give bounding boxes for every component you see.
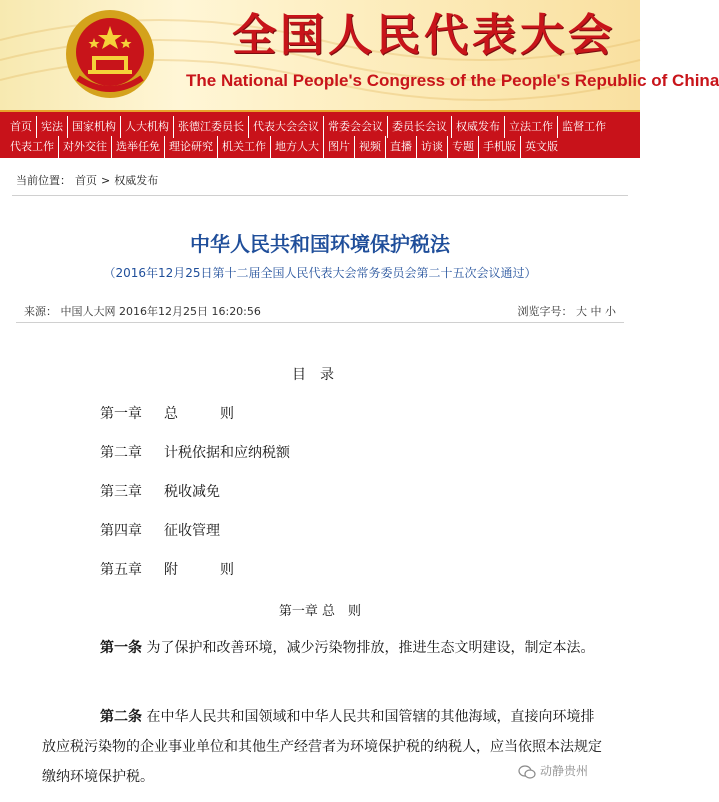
nav-item[interactable]: 直播 [385,136,416,158]
nav-item[interactable]: 选举任免 [111,136,164,158]
nav-item[interactable]: 常委会会议 [323,116,387,138]
national-emblem-icon[interactable] [64,8,156,100]
font-size-small-button[interactable]: 小 [605,305,616,318]
source-info [24,303,261,319]
watermark-text: 动静贵州 [540,764,589,778]
nav-item[interactable]: 视频 [354,136,385,158]
article-label: 第二条 [100,709,142,725]
article-label: 第一条 [100,640,142,656]
toc-chapter: 第二章 [100,445,142,461]
toc-chapter: 第一章 [100,406,142,422]
nav-row-1 [0,116,640,138]
nav-item[interactable]: 监督工作 [557,116,610,138]
nav-item[interactable]: 委员长会议 [387,116,451,138]
site-header [0,0,719,110]
article-text: 在中华人民共和国领域和中华人民共和国管辖的其他海域，直接向环境排放应税污染物的企业事业单位和其他生产经营者为环境保护税的纳税人，应当依照本法规定缴纳环境保护税。 [42,709,602,785]
toc-title: 附 则 [164,562,234,578]
chapter-heading: 第一章 总 则 [278,604,362,619]
nav-item[interactable]: 代表工作 [10,140,54,153]
nav-item[interactable]: 张德江委员长 [173,116,248,138]
document-subtitle: （2016年12月25日第十二届全国人民代表大会常务委员会第二十五次会议通过） [103,266,537,280]
site-title: 全国人民代表大会 [232,10,616,61]
font-size-controls [518,303,617,319]
nav-item[interactable]: 图片 [323,136,354,158]
breadcrumb [16,172,162,188]
toc-title: 计税依据和应纳税额 [164,445,290,461]
watermark [518,762,588,779]
nav-item[interactable]: 手机版 [478,136,520,158]
nav-item[interactable]: 对外交往 [58,136,111,158]
source-label: 来源： [24,305,57,318]
document-title: 中华人民共和国环境保护税法 [190,232,450,256]
nav-item[interactable]: 宪法 [36,116,67,138]
breadcrumb-current[interactable]: 权威发布 [114,174,159,187]
nav-item[interactable]: 立法工作 [504,116,557,138]
source-name: 中国人大网 [60,305,116,318]
nav-item[interactable]: 代表大会会议 [248,116,323,138]
toc-heading: 目录 [292,367,348,383]
toc-chapter: 第四章 [100,523,142,539]
nav-item[interactable]: 人大机构 [120,116,173,138]
toc-chapter: 第三章 [100,484,142,500]
toc-title: 征收管理 [164,523,220,539]
divider [12,195,628,196]
nav-row-2 [0,136,640,158]
font-size-large-button[interactable]: 大 [576,305,587,318]
nav-item[interactable]: 国家机构 [67,116,120,138]
breadcrumb-label: 当前位置： [16,174,71,187]
site-subtitle: The National People's Congress of the People's Republic of China [186,71,719,90]
nav-item[interactable]: 英文版 [520,136,562,158]
publish-datetime: 2016年12月25日 16:20:56 [119,305,261,318]
nav-item[interactable]: 首页 [10,120,32,133]
divider [16,322,624,323]
article-text: 为了保护和改善环境，减少污染物排放，推进生态文明建设，制定本法。 [146,640,595,656]
main-navigation [0,110,640,158]
toc-title: 税收减免 [164,484,220,500]
nav-item[interactable]: 理论研究 [164,136,217,158]
nav-item[interactable]: 访谈 [416,136,447,158]
nav-item[interactable]: 权威发布 [451,116,504,138]
nav-item[interactable]: 机关工作 [217,136,270,158]
document-meta [16,301,624,321]
breadcrumb-home-link[interactable]: 首页 [75,174,97,187]
toc-chapter: 第五章 [100,562,142,578]
font-size-label: 浏览字号： [517,305,573,318]
article-paragraph [42,633,602,663]
wechat-icon [518,765,536,779]
toc-title: 总 则 [164,406,234,422]
breadcrumb-separator: > [101,174,111,187]
nav-item[interactable]: 地方人大 [270,136,323,158]
font-size-medium-button[interactable]: 中 [590,305,602,318]
nav-item[interactable]: 专题 [447,136,478,158]
